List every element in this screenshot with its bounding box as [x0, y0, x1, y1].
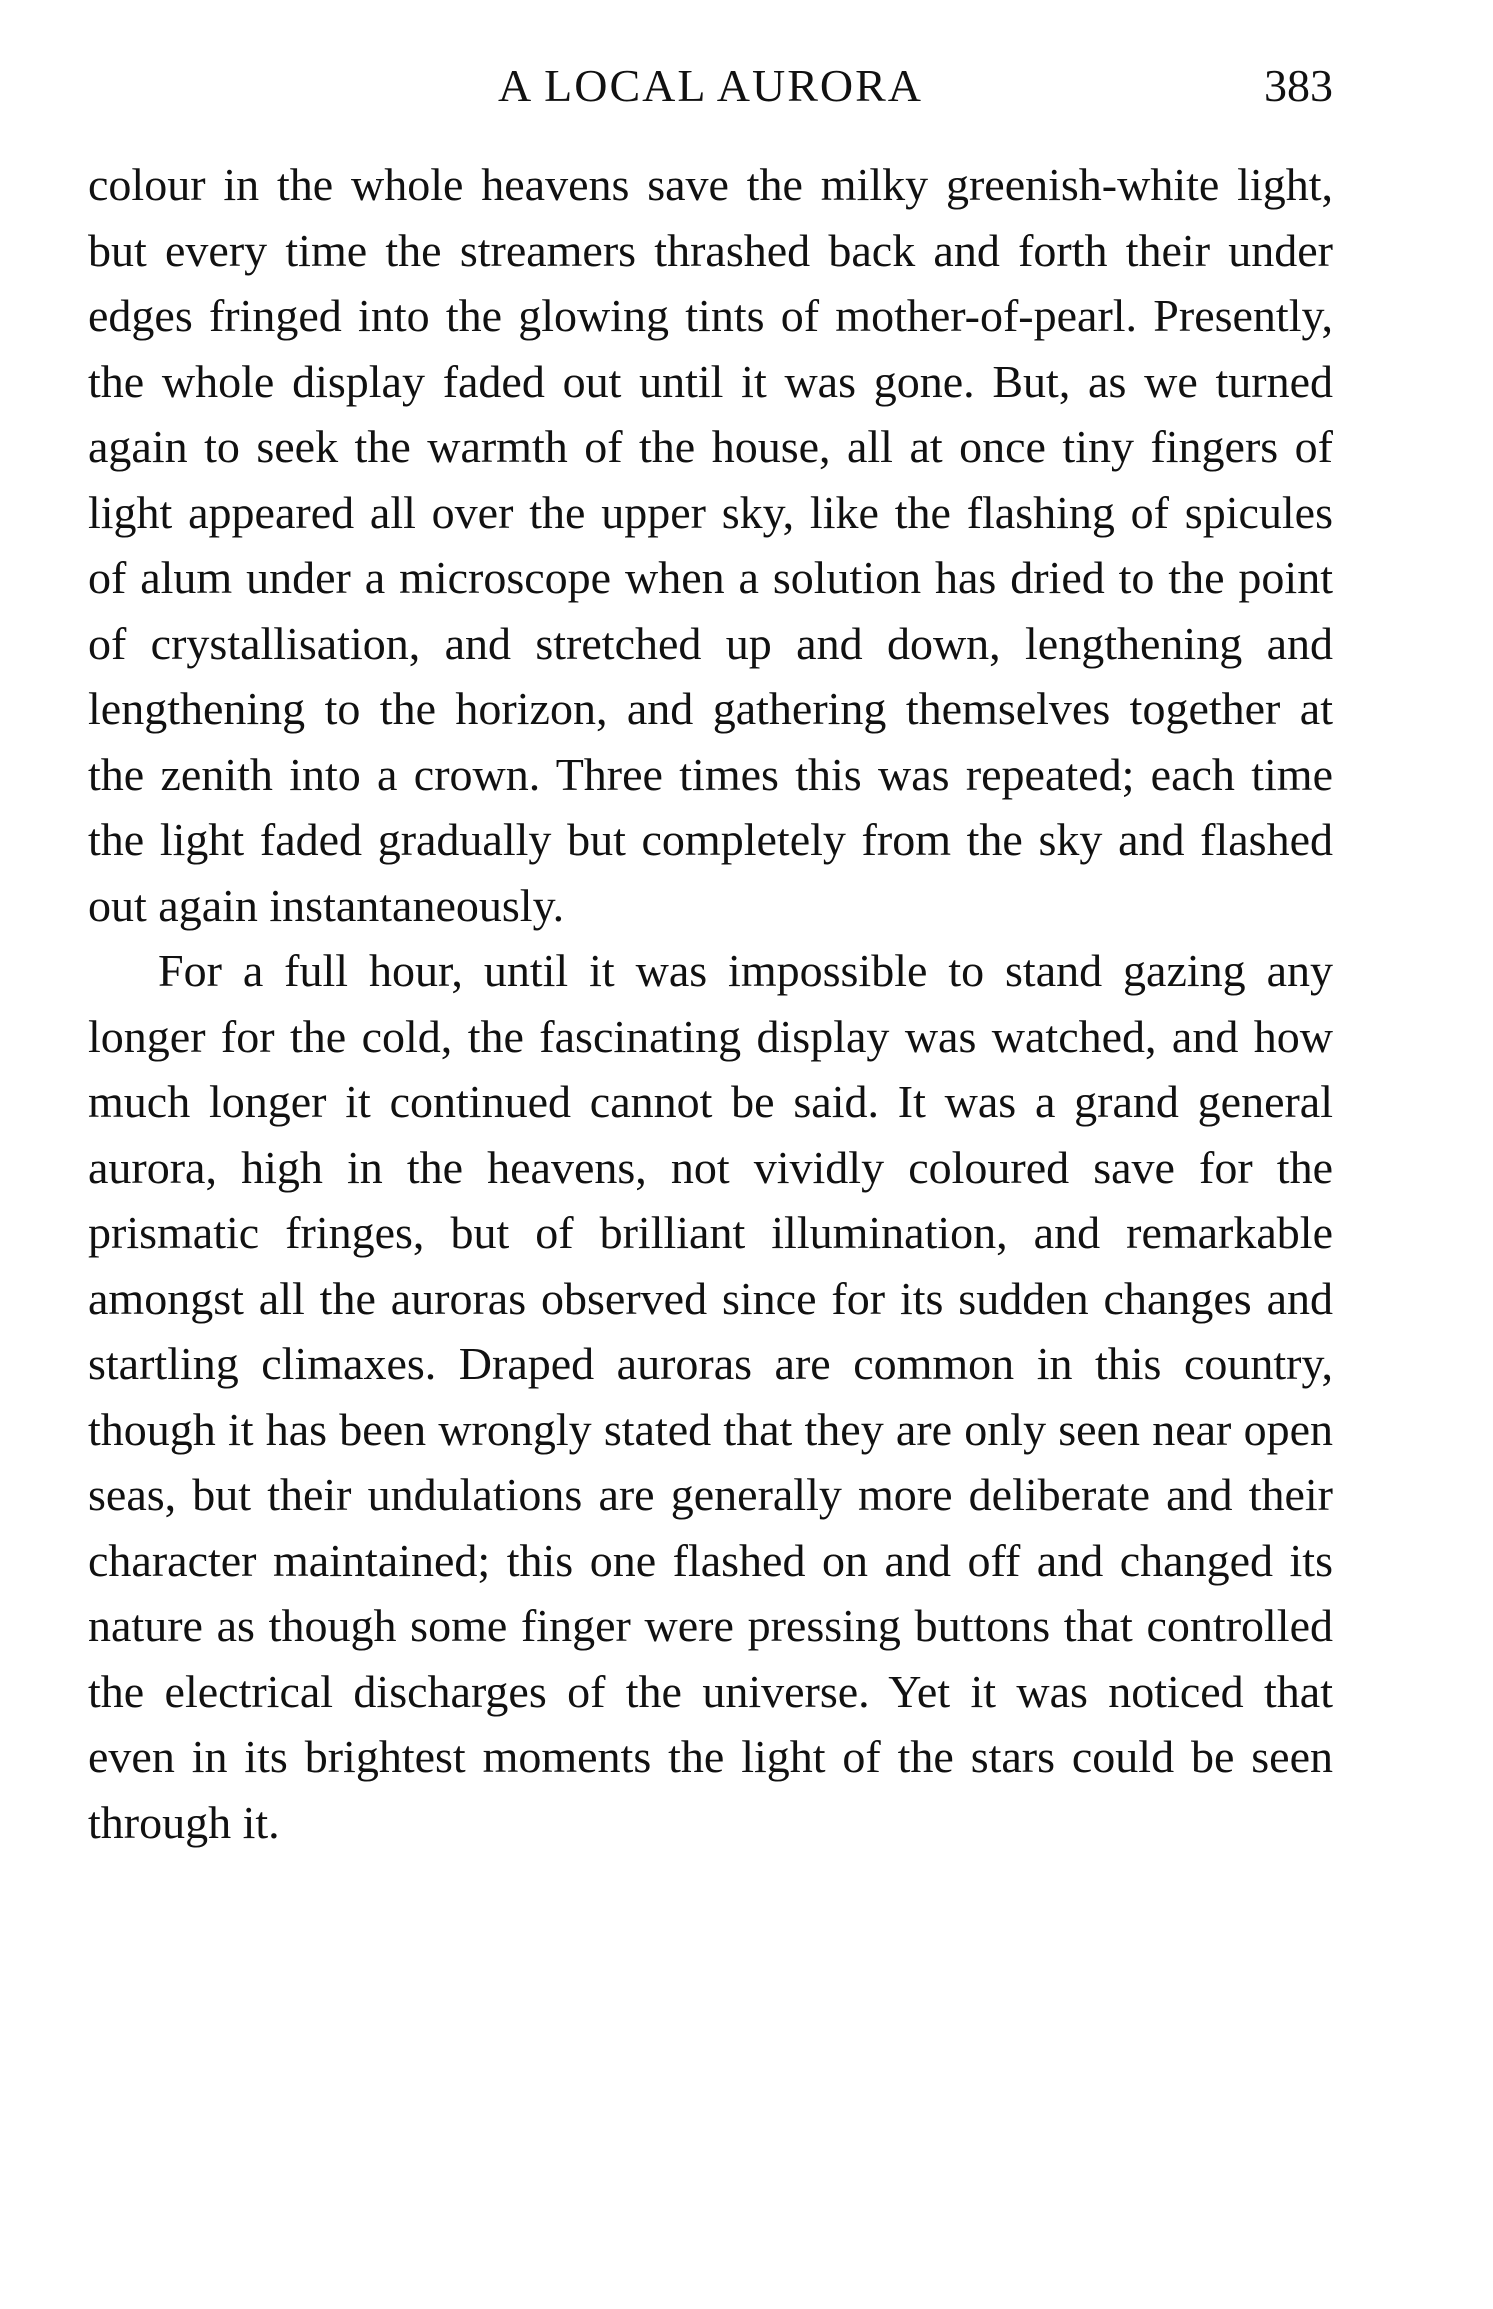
page-number: 383	[1264, 60, 1333, 111]
paragraph: For a full hour, until it was impossible to stand gazing any longer for the cold, the fascinating display was watched, and how much longer it continued cannot be said. It was a grand general aurora, high in the heavens, not vividly coloured save for the prismatic fringes, but of brilliant illumination, and remarkable amongst all the auroras observed since for its sudden changes and startling climaxes. Draped auroras are common in this country, though it has been wrongly stated that they are only seen near open seas, but their undulations are generally more deliberate and their character maintained; this one flashed on and off and changed its nature as though some finger were pressing buttons that controlled the electrical discharges of the universe. Yet it was noticed that even in its brightest moments the light of the stars could be seen through it.	[88, 945, 1333, 1848]
running-head	[88, 56, 1333, 116]
body-text	[88, 152, 1333, 1855]
running-title: A LOCAL AURORA	[498, 60, 923, 111]
paragraph-continued: colour in the whole heavens save the milky greenish-white light, but every time the streamers thrashed back and forth their under edges fringed into the glowing tints of mother-of-pearl. Presently, the whole display faded out until it was gone. But, as we turned again to seek the warmth of the house, all at once tiny fingers of light appeared all over the upper sky, like the flashing of spicules of alum under a microscope when a solution has dried to the point of crystallisation, and stretched up and down, lengthening and lengthening to the horizon, and gathering themselves together at the zenith into a crown. Three times this was repeated; each time the light faded gradually but completely from the sky and flashed out again instantaneously.	[88, 159, 1333, 931]
